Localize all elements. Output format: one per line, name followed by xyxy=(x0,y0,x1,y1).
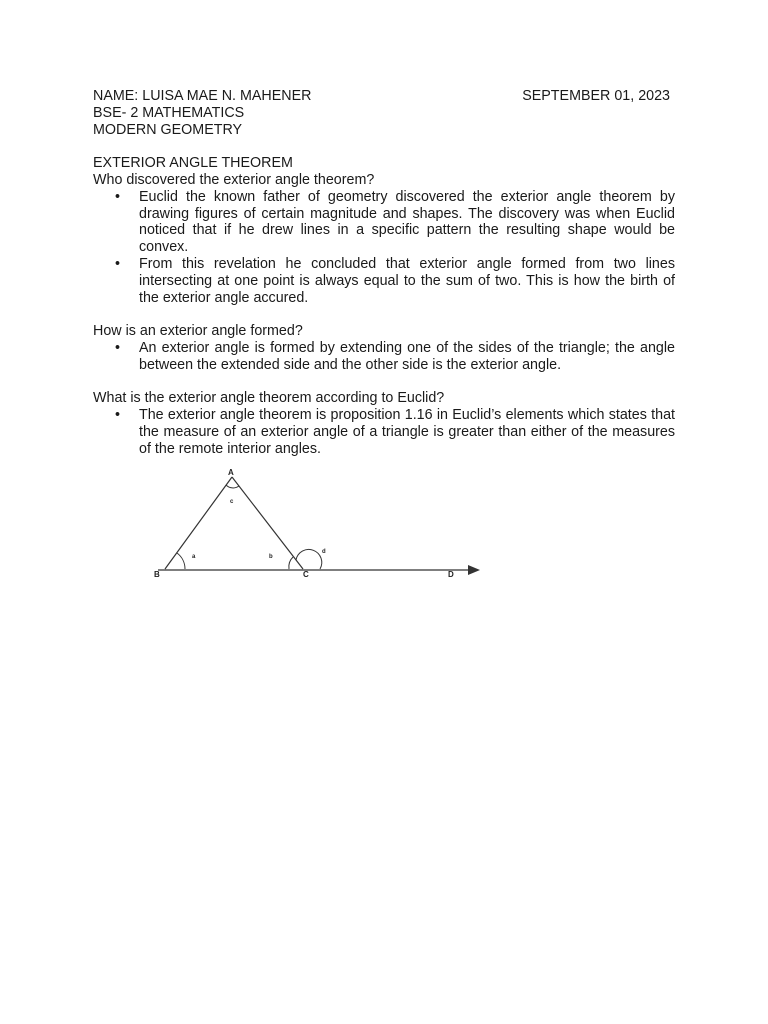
spacer xyxy=(93,306,675,323)
label-angle-d: d xyxy=(322,549,326,555)
label-vertex-c: C xyxy=(303,570,309,579)
list-item: • The exterior angle theorem is proposition 1.16 in Euclid’s elements which states that the measure of an exterior angle of a triangle is greater than either of the measures of the remote interior angles. xyxy=(139,407,675,457)
side-ab xyxy=(165,477,232,569)
question-3: What is the exterior angle theorem according to Euclid? xyxy=(93,390,445,407)
list-item: • An exterior angle is formed by extending one of the sides of the triangle; the angle between the extended side and the other side is the exterior angle. xyxy=(139,340,675,374)
angle-arc-vertex-a xyxy=(226,485,239,488)
student-name: NAME: LUISA MAE N. MAHENER xyxy=(93,88,312,104)
angle-arc-a xyxy=(177,553,185,569)
label-vertex-b: B xyxy=(154,570,160,579)
exterior-angle-figure xyxy=(148,464,488,590)
header-row xyxy=(93,88,670,105)
list-item: • Euclid the known father of geometry discovered the exterior angle theorem by drawing figures of certain magnitude and shapes. The discovery was when Euclid noticed that if he drew lines in a specific pattern the resulting shape would be convex. xyxy=(139,189,675,256)
label-angle-c: c xyxy=(230,499,234,505)
label-vertex-a: A xyxy=(228,468,234,477)
subject-line: MODERN GEOMETRY xyxy=(93,121,243,138)
label-angle-b: b xyxy=(269,554,273,560)
label-angle-a: a xyxy=(192,554,196,560)
arrow-head xyxy=(468,565,480,575)
answer-list-3 xyxy=(93,407,675,457)
question-1: Who discovered the exterior angle theorem? xyxy=(93,171,375,188)
course-line: BSE- 2 MATHEMATICS xyxy=(93,104,245,121)
list-item: • From this revelation he concluded that exterior angle formed from two lines intersecting at one point is always equal to the sum of two. This is how the birth of the exterior angle accured. xyxy=(139,256,675,306)
answer-list-2 xyxy=(93,340,675,374)
question-2: How is an exterior angle formed? xyxy=(93,323,303,340)
document-title: EXTERIOR ANGLE THEOREM xyxy=(93,155,293,172)
spacer xyxy=(93,138,675,155)
answer-list-1 xyxy=(93,189,675,307)
side-ac xyxy=(232,477,303,569)
document-content xyxy=(93,88,675,458)
angle-arc-d xyxy=(296,549,322,569)
document-date: SEPTEMBER 01, 2023 xyxy=(522,88,670,104)
angle-arc-b xyxy=(289,557,293,569)
spacer xyxy=(93,374,675,391)
label-point-d: D xyxy=(448,570,454,579)
